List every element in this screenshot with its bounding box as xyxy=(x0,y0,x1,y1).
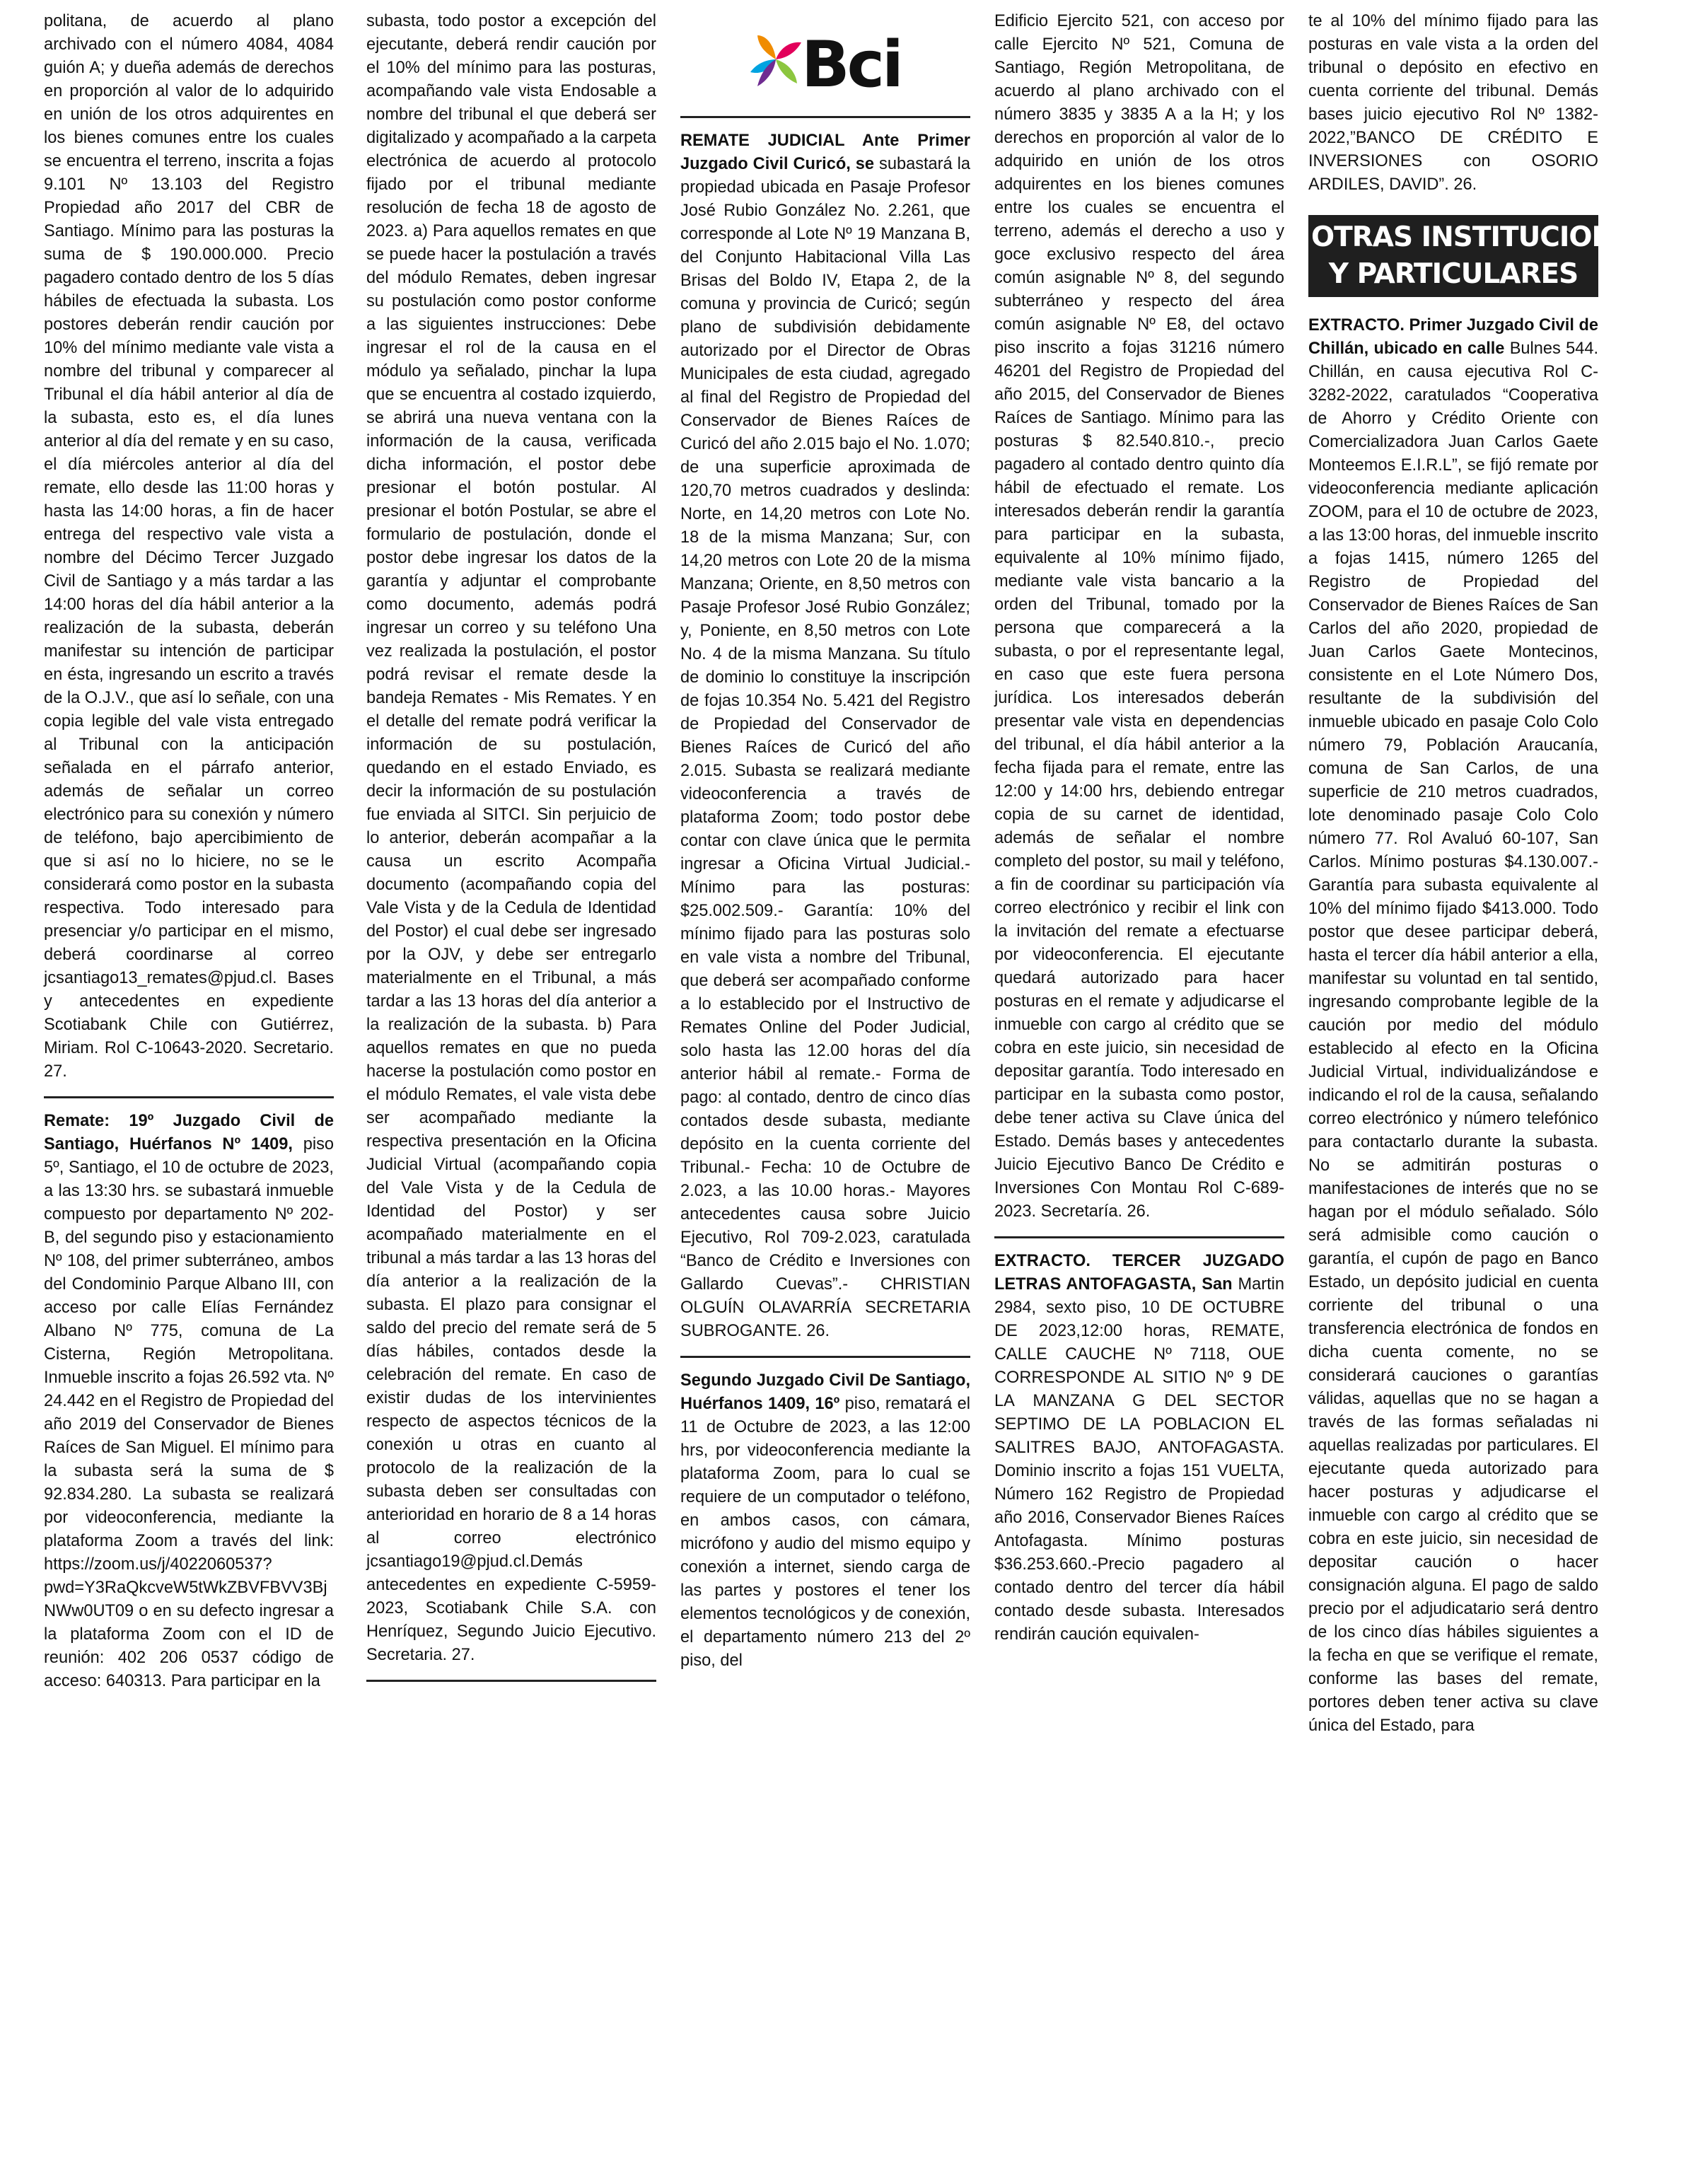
notice-body xyxy=(994,1250,1284,1646)
notice-segundo-juzgado-santiago xyxy=(680,1369,970,1673)
notice-19-juzgado-santiago-continued xyxy=(366,10,656,1667)
bci-logo xyxy=(680,20,970,103)
notice-text: piso, rematará el 11 de Octubre de 2023, a las 12:00 hrs, por videoconferencia mediante la plataforma Zoom, para lo cual se requiere de un computador o teléfono, en ambos casos, con cámara, micrófono y audio del mismo equipo y conexión a internet, siendo carga de las partes y postores el tener los elementos tecnológicos y de conexión, el departamento número 213 del 2º piso, del xyxy=(680,1395,970,1670)
notice-19-juzgado-santiago xyxy=(44,1110,334,1693)
notice-primer-juzgado-chillan xyxy=(1308,314,1598,1738)
notice-text: Bulnes 544. Chillán, en causa ejecutiva Rol C-3282-2022, caratulados “Cooperativa de Ahorro y Crédito Oriente con Comercializadora Juan Carlos Gaete Monteemos E.I.R.L”, se fijó remate por videoconferencia mediante aplicación ZOOM, para el 10 de octubre de 2023, a las 13:00 horas, del inmueble inscrito a fojas 1415, número 1265 del Registro de Propiedad del Conservador de Bienes Raíces de San Carlos del año 2020, propiedad de Juan Carlos Gaete Montecinos, consistente en el Lote Número Dos, resultante de la subdivisión del inmueble ubicado en pasaje Colo Colo número 79, Población Araucanía, comuna de San Carlos, de una superficie de 210 metros cuadrados, lote denominado pasaje Colo Colo número 77. Rol Avaluó 60-107, San Carlos. Mínimo posturas $4.130.007.- Garantía para subasta equivalente al 10% del mínimo fijado $413.000. Todo postor que desee participar deberá, hasta el tercer día hábil anterior a ella, manifestar su voluntad en tal sentido, ingresando comprobante legible de la caución por medio del módulo establecido al efecto en la Oficina Judicial Virtual, individualizándose e indicando el rol de la causa, señalando correo electrónico y número telefónico para contactarlo durante la subasta. No se admitirán posturas o manifestaciones de interés que no se hagan por el módulo señalado. Sólo será admisible como caución o garantía, el cupón de pago en Banco Estado, un depósito judicial en cuenta corriente del tribunal o una transferencia electrónica de fondos en dicha cuenta comente, no se considerará cauciones o garantías válidas, aquellas que no se hagan a través de las formas señaladas ni aquellas realizadas por particulares. El ejecutante queda autorizado para hacer posturas y adjudicarse el inmueble con cargo al crédito que se cobra en este juicio, sin necesidad de depositar caución o hacer consignación alguna. El pago de saldo precio por el adjudicatario será dentro de los cinco días hábiles siguientes a la fecha en que se verifique el remate, conforme las bases del remate, portores deben tener activa su clave única del Estado, para xyxy=(1308,339,1599,1735)
notice-text: Martin 2984, sexto piso, 10 DE OCTUBRE DE 2023,12:00 horas, REMATE, CALLE CAUCHE Nº 7118, OUE CORRESPONDE AL SITIO Nº 9 DE LA MANZANA G DEL SECTOR SEPTIMO DE LA POBLACION EL SALITRES BAJO, ANTOFAGASTA. Dominio inscrito a fojas 151 VUELTA, Número 162 Registro de Propiedad año 2016, Conservador Bienes Raíces Antofagasta. Mínimo posturas $36.253.660.-Precio pagadero al contado dentro del tercer día hábil contado desde subasta. Interesados rendirán caución equivalen- xyxy=(994,1275,1285,1644)
notice-body xyxy=(680,129,970,1343)
column-3 xyxy=(680,10,970,2177)
bci-emblem-icon xyxy=(750,35,801,86)
notice-text: piso 5º, Santiago, el 10 de octubre de 2023, a las 13:30 hrs. se subastará inmueble compuesto por departamento Nº 202-B, del segundo piso y estacionamiento Nº 108, del primer subterráneo, ambos del Condominio Parque Albano III, con acceso por calle Elías Fernández Albano Nº 775, comuna de La Cisterna, Región Metropolitana. Inmueble inscrito a fojas 26.592 vta. Nº 24.442 en el Registro de Propiedad del año 2019 del Conservador de Bienes Raíces de San Miguel. El mínimo para la subasta será la suma de $ 92.834.280. La subasta se realizará por videoconferencia, mediante la plataforma Zoom a través del link: https://zoom.us/j/4022060537?pwd=Y3RaQkcveW5tWkZBVFBVV3BjNWw0UT09 o en su defecto ingresar a la plataforma Zoom con el ID de reunión: 402 206 0537 código de acceso: 640313. Para participar en la xyxy=(44,1135,334,1690)
column-1 xyxy=(44,10,334,2177)
notice-divider xyxy=(680,1356,970,1358)
column-5 xyxy=(1308,10,1651,2177)
notice-heading: EXTRACTO. TERCER JUZGADO LETRAS ANTOFAGASTA, San xyxy=(994,1252,1284,1294)
notice-tercer-juzgado-antofagasta xyxy=(994,1250,1284,1646)
notice-remate-judicial-curico xyxy=(680,129,970,1343)
notice-segundo-juzgado-santiago-continued xyxy=(994,10,1284,1224)
notice-divider xyxy=(366,1680,656,1682)
notice-heading: Remate: 19º Juzgado Civil de Santiago, Huérfanos Nº 1409, xyxy=(44,1112,334,1154)
bci-wordmark: Bci xyxy=(801,28,901,102)
notice-heading: REMATE JUDICIAL Ante Primer Juzgado Civil Curicó, se xyxy=(680,132,970,173)
notice-tercer-juzgado-antofagasta-continued xyxy=(1308,10,1598,197)
section-banner-line-2: Y PARTICULARES xyxy=(1328,258,1579,290)
notice-heading: EXTRACTO. Primer Juzgado Civil de Chillán, ubicado en calle xyxy=(1308,316,1598,358)
notice-body xyxy=(680,1369,970,1673)
notice-13-juzgado-santiago-continued xyxy=(44,10,334,1084)
notice-divider xyxy=(680,116,970,118)
notice-heading: Segundo Juzgado Civil De Santiago, Huérfanos 1409, 16º xyxy=(680,1371,970,1413)
notice-body xyxy=(44,1110,334,1693)
notice-body xyxy=(1308,314,1598,1738)
column-4 xyxy=(994,10,1284,2177)
bci-logo-mark xyxy=(733,20,917,103)
section-banner-line-1: OTRAS INSTITUCIONES xyxy=(1311,221,1651,253)
notice-body: subasta, todo postor a excepción del ejecutante, deberá rendir caución por el 10% del mínimo para las posturas, acompañando vale vista Endosable a nombre del tribunal el que deberá ser digitalizado y acompañado a la carpeta electrónica de acuerdo al protocolo fijado por el tribunal mediante resolución de fecha 18 de agosto de 2023. a) Para aquellos remates en que se puede hacer la postulación a través del módulo Remates, deben ingresar su postulación como postor conforme a las siguientes instrucciones: Debe ingresar el rol de la causa en el módulo ya señalado, pinchar la lupa que se encuentra al costado izquierdo, se abrirá una nueva ventana con la información de la causa, verificada dicha información, el postor debe presionar el botón postular. Al presionar el botón Postular, se abre el formulario de postulación, donde el postor debe ingresar los datos de la garantía y adjuntar el comprobante como documento, además podrá ingresar un correo y su teléfono Una vez realizada la postulación, el postor podrá revisar el remate desde la bandeja Remates - Mis Remates. Y en el detalle del remate podrá verificar la información de su postulación, quedando en el estado Enviado, es decir la información de su postulación fue enviada al SITCI. Sin perjuicio de lo anterior, deberán acompañar a la causa un escrito Acompaña documento (acompañando copia del Vale Vista y de la Cedula de Identidad del Postor) el cual debe ser ingresado por la OJV, y debe ser entregarlo materialmente en el Tribunal, a más tardar a las 13 horas del día anterior a la realización de la subasta. b) Para aquellos remates en que no pueda hacerse la postulación como postor en el módulo Remates, el vale vista debe ser acompañado mediante la respectiva presentación en la Oficina Judicial Virtual (acompañando copia del Vale Vista y de la Cedula de Identidad del Postor) y ser acompañado materialmente en el tribunal a más tardar a las 13 horas del día anterior a la realización de la subasta. El plazo para consignar el saldo del precio del remate será de 5 días hábiles, contados desde la celebración del remate. En caso de existir dudas de los intervinientes respecto de aspectos técnicos de la conexión u otras en cuanto al protocolo de la realización de la subasta deben ser consultadas con anterioridad en horario de 8 a 14 horas al correo electrónico jcsantiago19@pjud.cl.Demás antecedentes en expediente C-5959-2023, Scotiabank Chile S.A. con Henríquez, Segundo Juicio Ejecutivo. Secretaria. 27. xyxy=(366,12,656,1664)
notice-divider xyxy=(994,1236,1284,1238)
notice-divider xyxy=(44,1096,334,1098)
notice-body: te al 10% del mínimo fijado para las posturas en vale vista a la orden del tribunal o depósito en efectivo en cuenta corriente del tribunal. Demás bases juicio ejecutivo Rol Nº 1382-2022,”BANCO DE CRÉDITO E INVERSIONES con OSORIO ARDILES, DAVID”. 26. xyxy=(1308,12,1598,194)
notice-body: politana, de acuerdo al plano archivado con el número 4084, 4084 guión A; y dueña además de derechos en proporción al valor de lo adquirido en unión de los otros adquirentes en los bienes comunes entre los cuales se encuentra el terreno, inscrita a fojas 9.101 Nº 13.103 del Registro Propiedad año 2017 del CBR de Santiago. Mínimo para las posturas la suma de $ 190.000.000. Precio pagadero contado dentro de los 5 días hábiles de efectuada la subasta. Los postores deberán rendir caución por 10% del mínimo mediante vale vista a nombre del tribunal y comparecer al Tribunal el día hábil anterior al día de la subasta, esto es, el día lunes anterior al día del remate y en su caso, el día miércoles anterior al día del remate, ello desde las 11:00 horas y hasta las 14:00 horas, a fin de hacer entrega del respectivo vale vista a nombre del Décimo Tercer Juzgado Civil de Santiago y a más tardar a las 14:00 horas del día hábil anterior a la realización de la subasta, deberán manifestar su intención de participar en ésta, ingresando un escrito a través de la O.J.V., que así lo señale, con una copia legible del vale vista entregado al Tribunal con la anticipación señalada en el párrafo anterior, además de señalar un correo electrónico para su conexión y número de teléfono, bajo apercibimiento de que si así no lo hiciere, no se le considerará como postor en la subasta respectiva. Todo interesado para presenciar y/o participar en el mismo, deberá coordinarse al correo jcsantiago13_remates@pjud.cl. Bases y antecedentes en expediente Scotiabank Chile con Gutiérrez, Miriam. Rol C-10643-2020. Secretario. 27. xyxy=(44,12,334,1081)
notice-body: Edificio Ejercito 521, con acceso por calle Ejercito Nº 521, Comuna de Santiago, Región Metropolitana, de acuerdo al plano archivado con el número 3835 y 3835 A a la H; y los derechos en proporción al valor de lo adquirido en unión de los otros adquirentes en los bienes comunes entre los cuales se encuentra el terreno, además el derecho a uso y goce exclusivo respecto del área común asignable Nº 8, del segundo subterráneo y respecto del área común asignable Nº E8, del octavo piso inscrito a fojas 31216 número 46201 del Registro de Propiedad del año 2015, del Conservador de Bienes Raíces de Santiago. Mínimo para las posturas $ 82.540.810.-, precio pagadero al contado dentro quinto día hábil de efectuado el remate. Los interesados deberán rendir la garantía para participar en la subasta, equivalente al 10% mínimo fijado, mediante vale vista bancario a la orden del Tribunal, tomado por la persona que comparecerá a la subasta, o por el representante legal, en caso que este fuera persona jurídica. Los interesados deberán presentar vale vista en dependencias del tribunal, el día hábil anterior a la fecha fijada para el remate, entre las 12:00 y 14:00 hrs, debiendo entregar copia de su carnet de identidad, además de señalar el nombre completo del postor, su mail y teléfono, a fin de coordinar su participación vía correo electrónico y recibir el link con la invitación del remate a efectuarse por videoconferencia. El ejecutante quedará autorizado para hacer posturas en el remate y adjudicarse el inmueble con cargo al crédito que se cobra en este juicio, sin necesidad de depositar garantía. Todo interesado en participar en la subasta como postor, debe tener activa su Clave única del Estado. Demás bases y antecedentes Juicio Ejecutivo Banco De Crédito e Inversiones Con Montau Rol C-689-2023. Secretaría. 26. xyxy=(994,12,1284,1221)
column-2 xyxy=(366,10,656,2177)
section-banner xyxy=(1308,215,1651,297)
notice-text: subastará la propiedad ubicada en Pasaje Profesor José Rubio González No. 2.261, que corresponde al Lote Nº 19 Manzana B, del Conjunto Habitacional Villa Las Brisas del Boldo IV, Etapa 2, de la comuna y provincia de Curicó; según plano de subdivisión debidamente autorizado por el Director de Obras Municipales de esta ciudad, agregado al final del Registro de Propiedad del Conservador de Bienes Raíces de Curicó del año 2.015 bajo el No. 1.070; de una superficie aproximada de 120,70 metros cuadrados y deslinda: Norte, en 14,20 metros con Lote No. 18 de la misma Manzana; Sur, con 14,20 metros con Lote 20 de la misma Manzana; Oriente, en 8,50 metros con Pasaje Profesor José Rubio González; y, Poniente, en 8,50 metros con Lote No. 4 de la misma Manzana. Su título de dominio lo constituye la inscripción de fojas 10.354 No. 5.421 del Registro de Propiedad del Conservador de Bienes Raíces de Curicó del año 2.015. Subasta se realizará mediante videoconferencia a través de plataforma Zoom; todo postor debe contar con clave única que le permita ingresar a Oficina Virtual Judicial.- Mínimo para las posturas: $25.002.509.- Garantía: 10% del mínimo fijado para las posturas solo en vale vista a nombre del Tribunal, que deberá ser acompañado conforme a lo establecido por el Instructivo de Remates Online del Poder Judicial, solo hasta las 12.00 horas del día anterior hábil al remate.- Forma de pago: al contado, dentro de cinco días contados desde subasta, mediante depósito en la cuenta corriente del Tribunal.- Fecha: 10 de Octubre de 2.023, a las 10.00 horas.- Mayores antecedentes causa sobre Juicio Ejecutivo, Rol 709-2.023, caratulada “Banco de Crédito e Inversiones con Gallardo Cuevas”.- CHRISTIAN OLGUÍN OLAVARRÍA SECRETARIA SUBROGANTE. 26. xyxy=(680,155,971,1340)
